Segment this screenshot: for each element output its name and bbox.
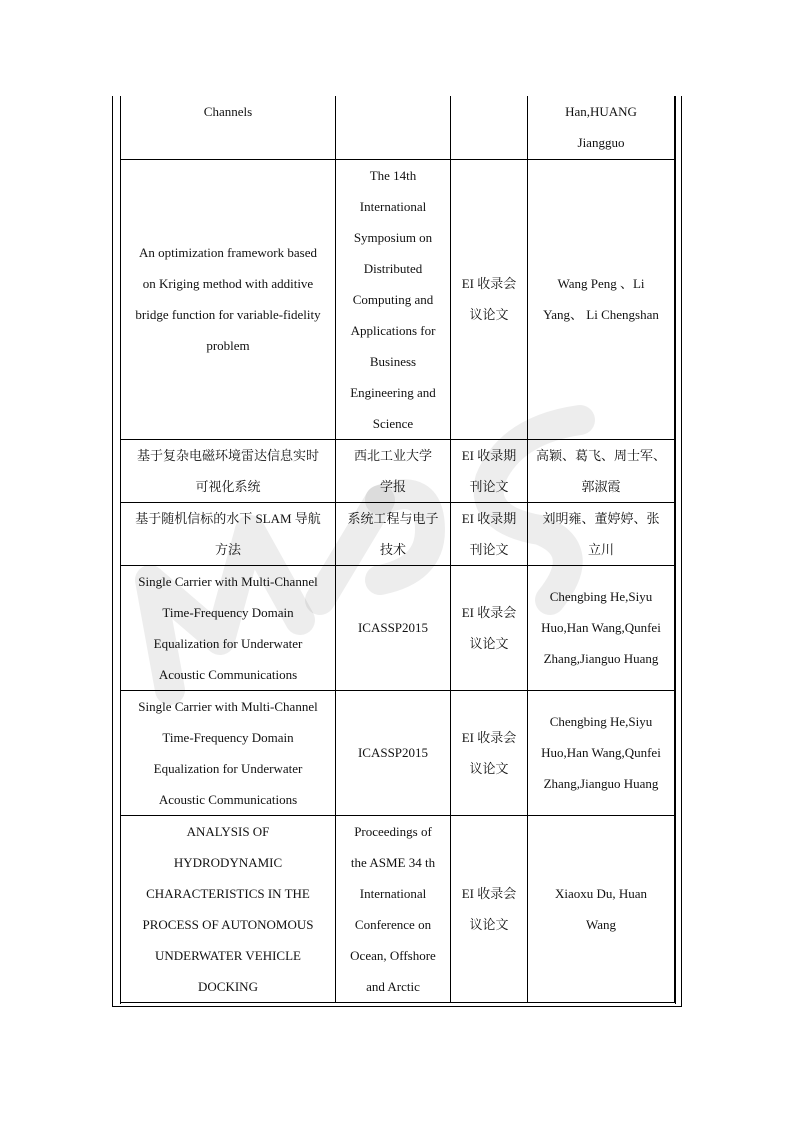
paper-title-line: PROCESS OF AUTONOMOUS <box>142 916 314 932</box>
venue-cell <box>336 159 451 439</box>
venue-line: Business <box>369 353 417 369</box>
paper-title-line: DOCKING <box>198 978 258 994</box>
paper-title-cell <box>121 690 336 815</box>
authors-line: 刘明雍、董婷婷、张 <box>542 510 660 526</box>
type-line: 议论文 <box>469 307 509 322</box>
paper-title-cell <box>121 502 336 565</box>
venue-cell <box>336 815 451 1002</box>
venue-line: the ASME 34 th <box>350 854 436 870</box>
type-line: 刊论文 <box>469 478 509 494</box>
authors-line: Wang Peng 、Li <box>557 276 645 291</box>
publications-table <box>120 96 675 1003</box>
table-row <box>121 96 675 159</box>
paper-title-line: Acoustic Communications <box>158 791 298 807</box>
type-cell <box>451 502 528 565</box>
venue-line: Science <box>372 415 414 431</box>
type-cell <box>451 159 528 439</box>
venue-line: International <box>359 198 427 214</box>
paper-title-line: bridge function for variable-fidelity <box>135 307 321 322</box>
paper-title-line: Time-Frequency Domain <box>162 729 294 745</box>
authors-cell <box>528 502 675 565</box>
authors-line: 立川 <box>587 541 614 557</box>
paper-title-line: problem <box>206 338 250 353</box>
venue-cell <box>336 96 451 159</box>
paper-title-line: Acoustic Communications <box>158 666 298 682</box>
paper-title-line: UNDERWATER VEHICLE <box>154 947 301 963</box>
type-line: EI 收录会 <box>461 729 517 745</box>
authors-cell <box>528 439 675 502</box>
venue-line: International <box>359 885 427 901</box>
authors-cell <box>528 96 675 159</box>
table-row <box>121 159 675 439</box>
paper-title-line: An optimization framework based <box>139 245 317 260</box>
paper-title-line: Single Carrier with Multi-Channel <box>138 573 318 589</box>
type-line: EI 收录会 <box>461 885 517 901</box>
type-line: EI 收录期 <box>461 510 517 526</box>
table-row <box>121 690 675 815</box>
venue-line: Engineering and <box>350 384 436 400</box>
authors-cell <box>528 690 675 815</box>
table-row <box>121 815 675 1002</box>
type-line: EI 收录会 <box>461 276 517 291</box>
venue-line: Conference on <box>354 916 432 932</box>
table-row <box>121 565 675 690</box>
venue-line: Applications for <box>350 322 436 338</box>
venue-line: 系统工程与电子 <box>347 510 439 526</box>
paper-title-line: Equalization for Underwater <box>153 760 303 776</box>
paper-title-line: HYDRODYNAMIC <box>173 854 283 870</box>
type-line: EI 收录会 <box>461 604 517 620</box>
type-cell <box>451 565 528 690</box>
venue-line: and Arctic <box>366 978 420 994</box>
authors-line: 郭淑霞 <box>581 478 621 494</box>
type-cell <box>451 815 528 1002</box>
paper-title-line: ANALYSIS OF <box>186 823 270 839</box>
venue-line: Proceedings of <box>354 823 432 839</box>
authors-line: Xiaoxu Du, Huan <box>554 885 648 901</box>
authors-line: Chengbing He,Siyu <box>549 714 653 729</box>
authors-line: Huo,Han Wang,Qunfei <box>541 620 661 635</box>
venue-line: Ocean, Offshore <box>350 947 436 963</box>
type-cell <box>451 439 528 502</box>
venue-line: 西北工业大学 <box>353 447 432 463</box>
venue-line: The 14th <box>369 167 417 183</box>
paper-title-line: 基于复杂电磁环境雷达信息实时 <box>136 447 319 463</box>
authors-line: Chengbing He,Siyu <box>549 589 653 604</box>
venue-cell <box>336 502 451 565</box>
authors-cell <box>528 565 675 690</box>
paper-title-line: Channels <box>203 104 253 119</box>
type-line: 刊论文 <box>469 541 509 557</box>
table-row <box>121 502 675 565</box>
authors-line: Yang、 Li Chengshan <box>543 307 659 322</box>
authors-line: Jiangguo <box>577 135 625 151</box>
paper-title-line: 方法 <box>214 541 241 557</box>
paper-title-line: 可视化系统 <box>195 478 261 494</box>
authors-line: 高颖、葛飞、周士军、 <box>535 447 666 463</box>
authors-line: Wang <box>586 916 616 932</box>
venue-cell <box>336 439 451 502</box>
type-cell <box>451 690 528 815</box>
paper-title-cell <box>121 439 336 502</box>
authors-cell <box>528 159 675 439</box>
paper-title-cell <box>121 159 336 439</box>
authors-cell <box>528 815 675 1002</box>
paper-title-cell <box>121 815 336 1002</box>
venue-cell <box>336 565 451 690</box>
venue-line: 技术 <box>379 541 406 557</box>
venue-line: Symposium on <box>353 229 433 245</box>
paper-title-line: 基于随机信标的水下 SLAM 导航 <box>135 510 321 526</box>
authors-line: Zhang,Jianguo Huang <box>543 776 659 791</box>
paper-title-line: Time-Frequency Domain <box>162 604 294 620</box>
type-line: 议论文 <box>469 635 509 651</box>
paper-title-line: on Kriging method with additive <box>142 276 314 291</box>
authors-line: Zhang,Jianguo Huang <box>543 651 659 666</box>
authors-line: Huo,Han Wang,Qunfei <box>541 745 661 760</box>
table-row <box>121 439 675 502</box>
paper-title-line: CHARACTERISTICS IN THE <box>146 885 310 901</box>
type-line: 议论文 <box>469 760 509 776</box>
venue-line: 学报 <box>379 478 406 494</box>
venue-line: Distributed <box>363 260 423 276</box>
authors-line: Han,HUANG <box>565 104 637 120</box>
type-cell <box>451 96 528 159</box>
venue-cell <box>336 690 451 815</box>
venue-line: ICASSP2015 <box>357 745 429 760</box>
type-line: 议论文 <box>469 916 509 932</box>
paper-title-line: Equalization for Underwater <box>153 635 303 651</box>
type-line: EI 收录期 <box>461 447 517 463</box>
paper-title-cell <box>121 565 336 690</box>
paper-title-line: Single Carrier with Multi-Channel <box>138 698 318 714</box>
venue-line: Computing and <box>352 291 434 307</box>
venue-line: ICASSP2015 <box>357 620 429 635</box>
paper-title-cell <box>121 96 336 159</box>
